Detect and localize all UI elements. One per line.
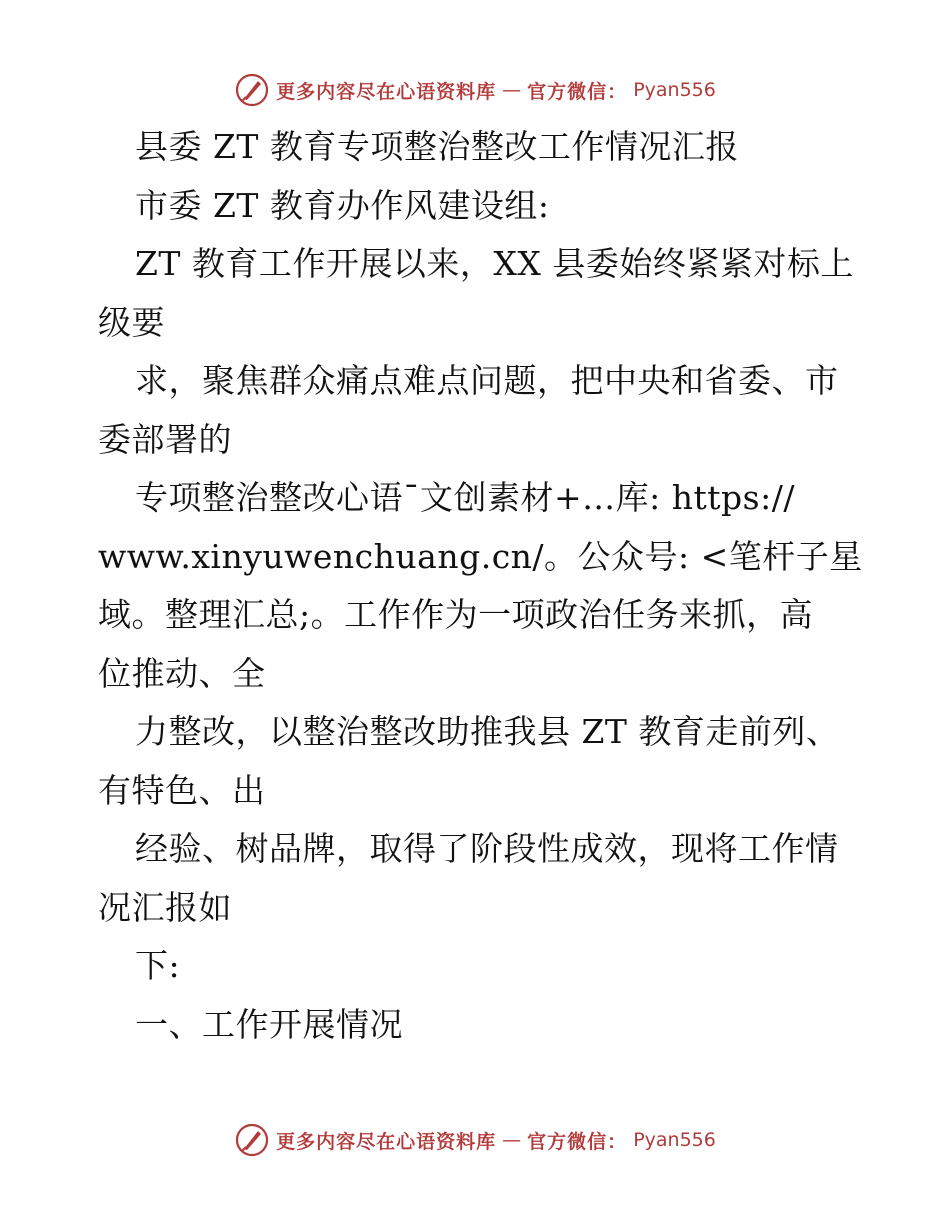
banner-separator: —	[502, 79, 522, 101]
banner-label: 官方微信：	[527, 1130, 628, 1153]
addressee-line: 市委 ZT 教育办作风建设组:	[135, 185, 550, 225]
section-heading: 一、工作开展情况	[135, 1004, 403, 1044]
banner-wechat-id: Pyan556	[633, 79, 716, 101]
paragraph-line: 委部署的	[98, 419, 232, 459]
quill-pen-logo-icon	[234, 72, 270, 108]
paragraph-line: 力整改，以整治整改助推我县 ZT 教育走前列、	[135, 712, 840, 751]
footer-banner	[0, 1118, 950, 1162]
paragraph-line: 有特色、出	[98, 770, 266, 810]
paragraph-line: 下:	[135, 946, 181, 985]
paragraph-line: 位推动、全	[98, 653, 266, 693]
paragraph-line: 求，聚焦群众痛点难点问题，把中央和省委、市	[135, 361, 839, 400]
paragraph-line: 专项整治整改心语¯文创素材+…库: https://	[135, 478, 795, 517]
paragraph-line: www.xinyuwenchuang.cn/。公众号: <笔杆子星	[98, 536, 863, 576]
document-title: 县委 ZT 教育专项整治整改工作情况汇报	[135, 127, 739, 166]
paragraph-line: 经验、树品牌，取得了阶段性成效，现将工作情	[135, 829, 839, 868]
document-body	[98, 118, 898, 1054]
paragraph-line: 况汇报如	[98, 887, 232, 927]
banner-label: 官方微信：	[527, 80, 628, 103]
banner-wechat-id: Pyan556	[633, 1129, 716, 1151]
quill-pen-logo-icon	[234, 1122, 270, 1158]
banner-separator: —	[502, 1129, 522, 1151]
banner-text: 更多内容尽在心语资料库	[276, 80, 497, 103]
paragraph-line: ZT 教育工作开展以来，XX 县委始终紧紧对标上	[135, 244, 854, 283]
paragraph-line: 域。整理汇总;。工作作为一项政治任务来抓，高	[98, 595, 814, 634]
paragraph-line: 级要	[98, 302, 165, 342]
header-banner	[0, 68, 950, 112]
banner-text: 更多内容尽在心语资料库	[276, 1130, 497, 1153]
